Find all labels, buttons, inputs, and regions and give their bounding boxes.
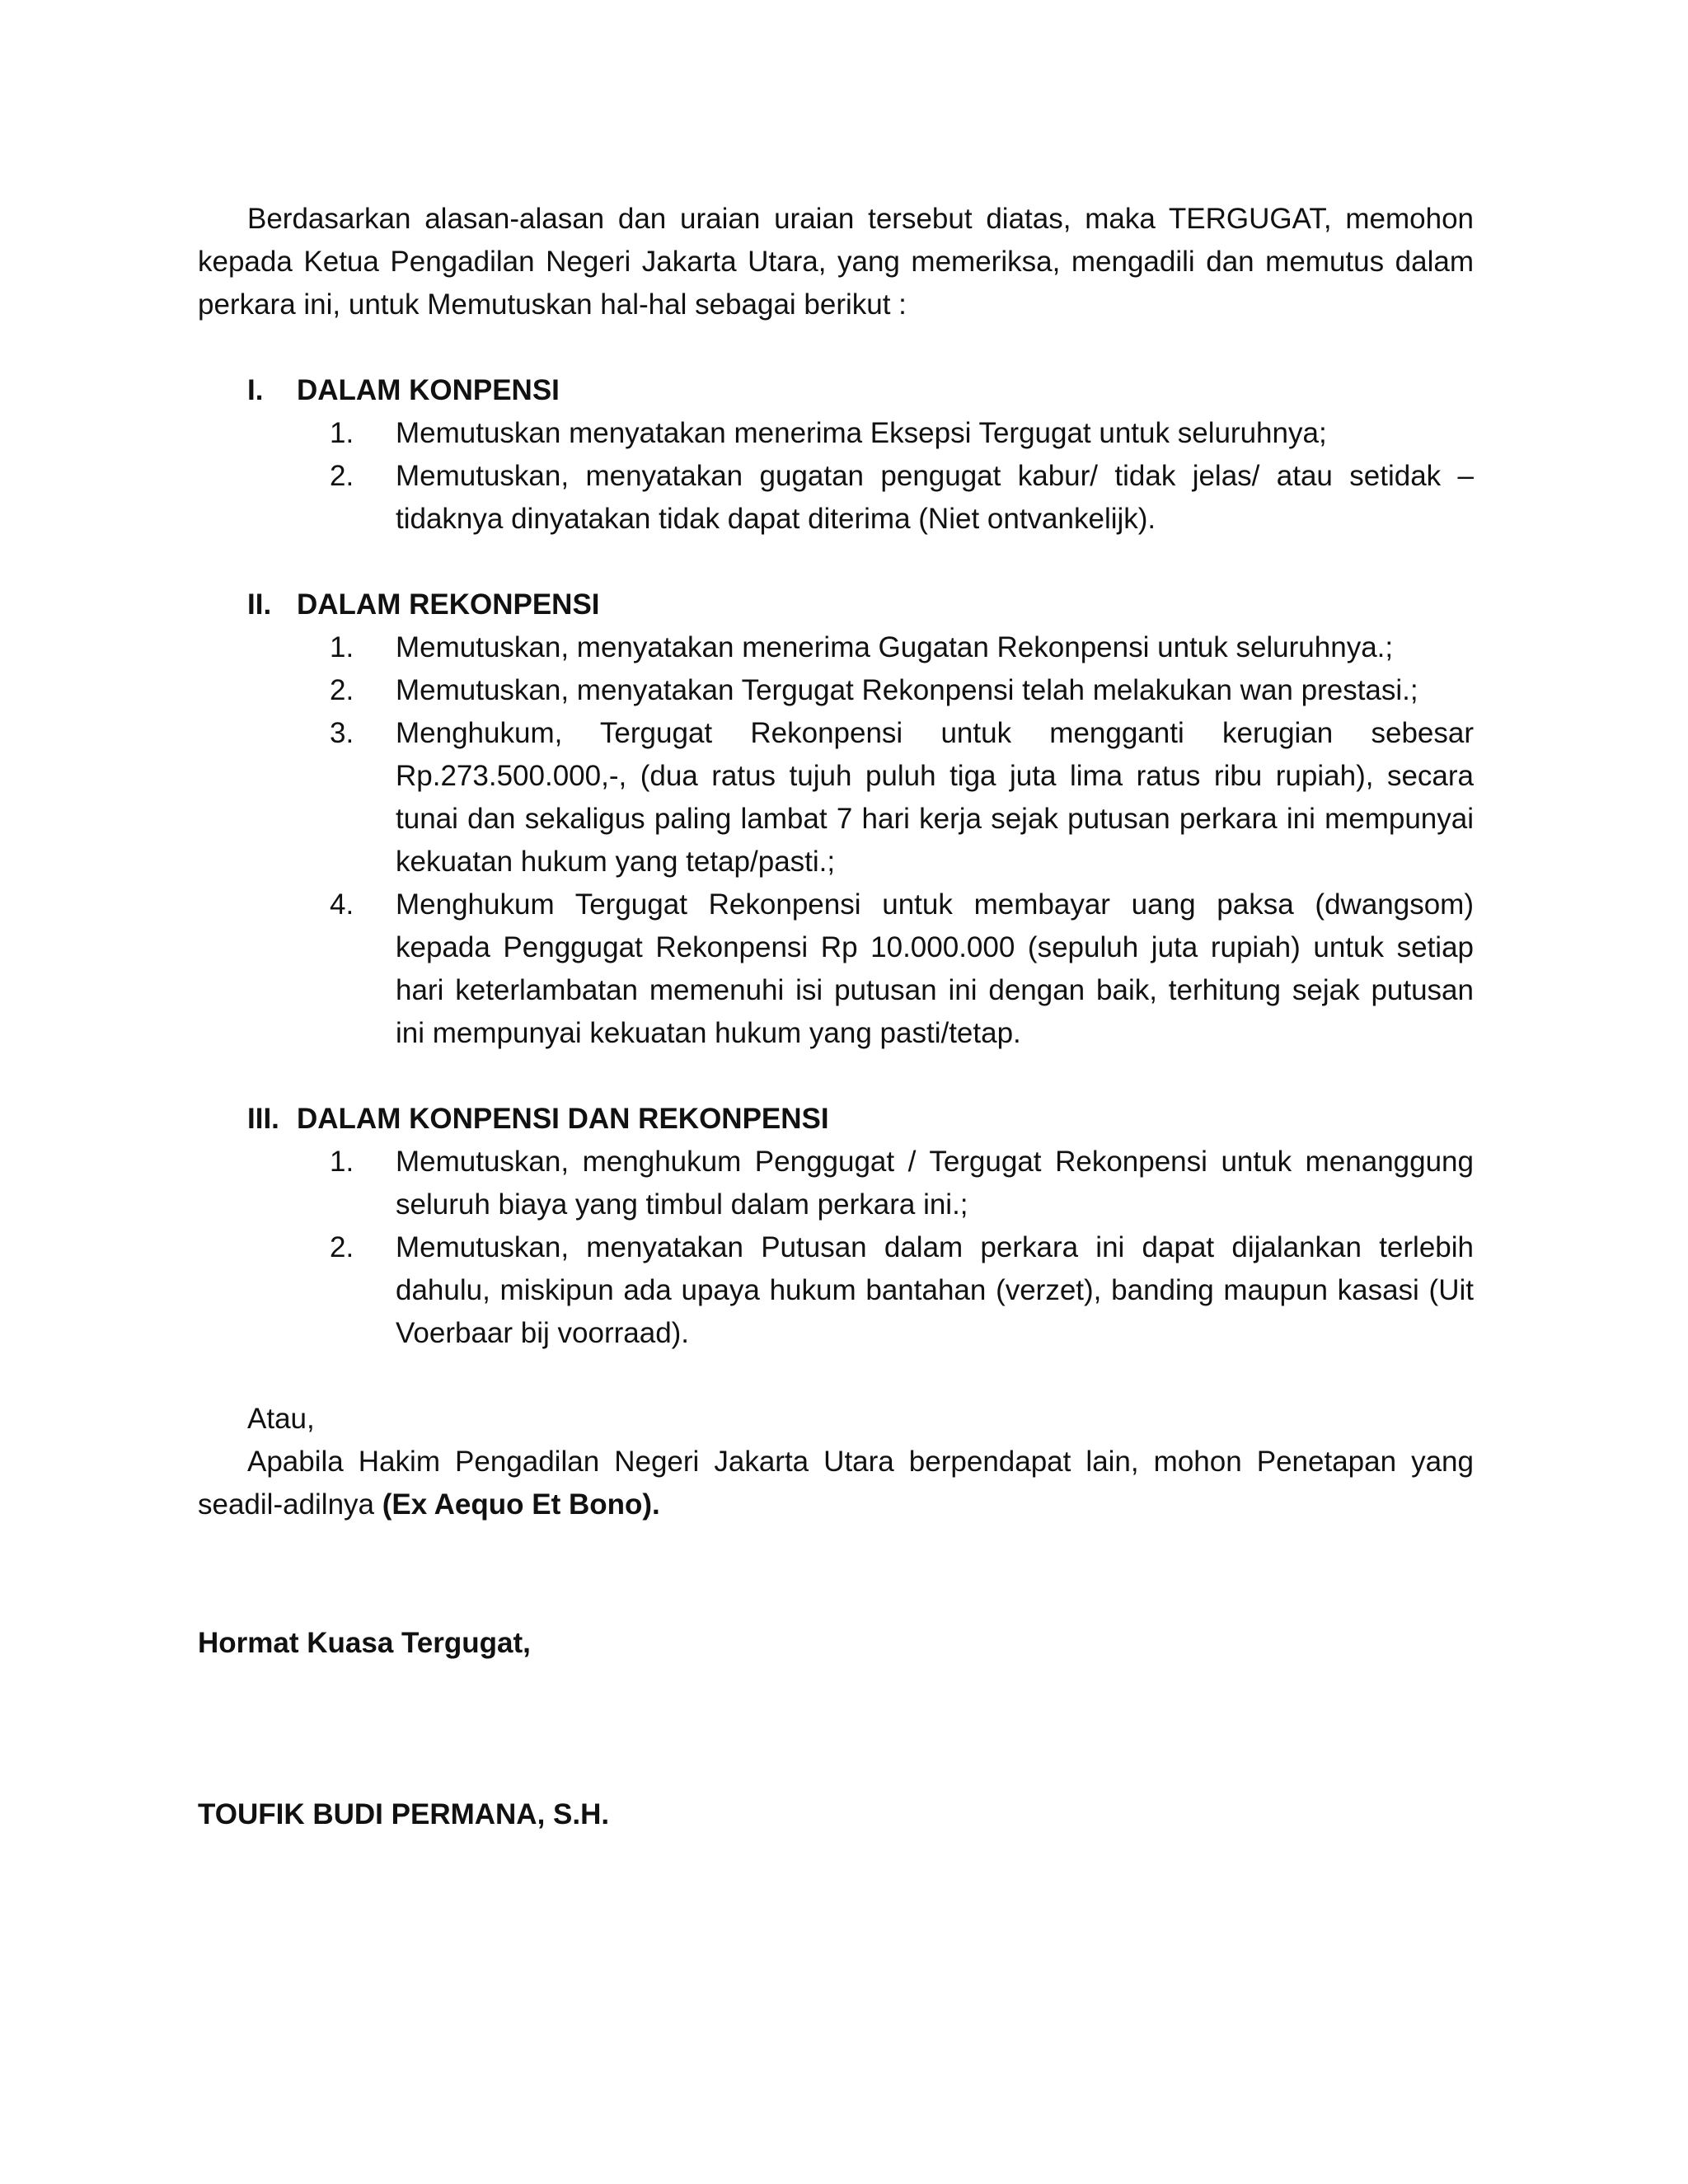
item-text: Menghukum Tergugat Rekonpensi untuk membayar uang paksa (dwangsom) kepada Penggugat Rekonpensi Rp 10.000.000 (sepuluh juta rupiah) untuk setiap hari keterlambatan memenuhi isi putusan ini dengan baik, terhitung sejak putusan ini mempunyai kekuatan hukum yang pasti/tetap.	[396, 888, 1474, 1049]
item-number: 4.	[330, 888, 354, 921]
item-text: Memutuskan, menyatakan menerima Gugatan Rekonpensi untuk seluruhnya.;	[396, 631, 1394, 663]
list-item	[330, 669, 1474, 712]
closing-emphasis: (Ex Aequo Et Bono).	[382, 1488, 660, 1521]
list-item	[330, 455, 1474, 541]
item-number: 3.	[330, 717, 354, 749]
item-text: Menghukum, Tergugat Rekonpensi untuk mengganti kerugian sebesar Rp.273.500.000,-, (dua ratus tujuh puluh tiga juta lima ratus ribu rupiah), secara tunai dan sekaligus paling lambat 7 hari kerja sejak putusan perkara ini mempunyai kekuatan hukum yang tetap/pasti.;	[396, 717, 1474, 878]
section-heading	[247, 583, 1474, 626]
closing-paragraph	[198, 1441, 1474, 1526]
section-items	[198, 412, 1474, 541]
section-number: II.	[247, 588, 272, 621]
section-heading	[247, 1098, 1474, 1141]
document-body	[198, 198, 1474, 1526]
item-number: 1.	[330, 1146, 354, 1178]
item-number: 2.	[330, 1231, 354, 1263]
list-item	[330, 712, 1474, 883]
signer-name: TOUFIK BUDI PERMANA, S.H.	[198, 1798, 610, 1830]
item-number: 1.	[330, 417, 354, 449]
list-item	[330, 883, 1474, 1055]
list-item	[330, 1141, 1474, 1226]
intro-paragraph: Berdasarkan alasan-alasan dan uraian uraian tersebut diatas, maka TERGUGAT, memohon kepada Ketua Pengadilan Negeri Jakarta Utara, yang memeriksa, mengadili dan memutus dalam perkara ini, untuk Memutuskan hal-hal sebagai berikut :	[198, 203, 1474, 321]
closing-text: Apabila Hakim Pengadilan Negeri Jakarta Utara berpendapat lain, mohon Penetapan yang seadil-adilnya	[198, 1446, 1474, 1521]
item-number: 2.	[330, 674, 354, 706]
item-text: Memutuskan, menghukum Penggugat / Tergugat Rekonpensi untuk menanggung seluruh biaya yang timbul dalam perkara ini.;	[396, 1146, 1474, 1221]
section-number: I.	[247, 374, 264, 406]
section-title: DALAM KONPENSI DAN REKONPENSI	[297, 1103, 829, 1135]
section-title: DALAM REKONPENSI	[297, 588, 600, 621]
item-text: Memutuskan menyatakan menerima Eksepsi Tergugat untuk seluruhnya;	[396, 417, 1327, 449]
closing-block	[198, 1398, 1474, 1526]
item-number: 1.	[330, 631, 354, 663]
atau-line: Atau,	[247, 1403, 315, 1435]
section-title: DALAM KONPENSI	[297, 374, 560, 406]
section-rekonpensi	[198, 583, 1474, 1055]
section-heading	[247, 369, 1474, 412]
item-text: Memutuskan, menyatakan Tergugat Rekonpensi telah melakukan wan prestasi.;	[396, 674, 1418, 706]
item-number: 2.	[330, 460, 354, 492]
signoff-line: Hormat Kuasa Tergugat,	[198, 1627, 531, 1659]
list-item	[330, 1226, 1474, 1355]
section-konpensi	[198, 369, 1474, 541]
list-item	[330, 626, 1474, 669]
section-items	[198, 1141, 1474, 1355]
item-text: Memutuskan, menyatakan gugatan pengugat kabur/ tidak jelas/ atau setidak – tidaknya dinyatakan tidak dapat diterima (Niet ontvankelijk).	[396, 460, 1474, 535]
section-items	[198, 626, 1474, 1055]
list-item	[330, 412, 1474, 455]
section-konpensi-dan-rekonpensi	[198, 1098, 1474, 1355]
item-text: Memutuskan, menyatakan Putusan dalam perkara ini dapat dijalankan terlebih dahulu, miskipun ada upaya hukum bantahan (verzet), banding maupun kasasi (Uit Voerbaar bij voorraad).	[396, 1231, 1474, 1349]
section-number: III.	[247, 1103, 279, 1135]
